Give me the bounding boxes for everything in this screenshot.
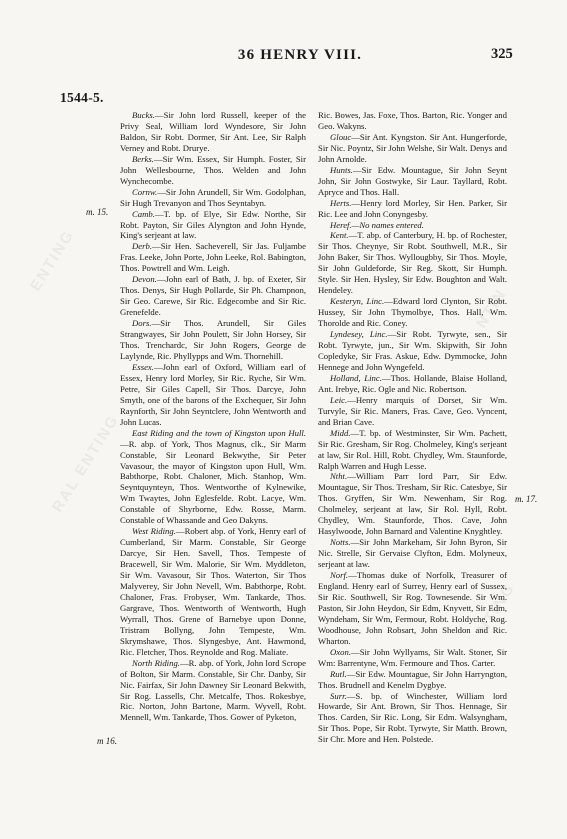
county-entry [318, 296, 507, 329]
commissioner-list: —Sir Robt. Tyrwyte, sen., Sir Robt. Tyrwyte, jun., Sir Wm. Skipwith, Sir John Copledyke, Sir Fras. Askue, Edw. Dymmocke, John Hennege and John Wyngefeld. [318, 329, 508, 372]
commissioner-list: —William Parr lord Parr, Sir Edw. Mountague, Sir Thos. Tresham, Sir Ric. Catesbye, Sir Thos. Gryffen, Sir Wm. Newenham, Sir Rog. Cholmeley, serjeant at law, Sir Rol. Hyll, Robt. Chydley, Wm. Staunforde, Thos. Cave, John Hasylwoode, John Barnard and Valentine Knyghtley. [318, 471, 507, 537]
commissioner-list: —R. abp. of York, Thos Magnus, clk., Sir Marm Constable, Sir Leonard Bekwythe, Sir Peter Vavasour, the mayor of Kingston upon Hull, Wm. Babthorpe, Robt. Chaloner, Mich. Stanhop, Wm. Seyntquynteyn, Thos. Wentworthe of Kylnewike, Wm Twaytes, John Eglesfelde. Robt. Lacye, Wm. Constable of Shyrborne, Edw. Rosse, Marm. Constable of Whassande and Geo Dakyns. [120, 438, 306, 526]
commissioner-list: —Sir John lord Russell, keeper of the Privy Seal, William lord Wyndesore, Sir John Baldon, Sir Robt. Dormer, Sir Ant. Lee, Sir Ralph Verney and Robt. Drurye. [120, 110, 306, 153]
commissioner-list: —Sir Edw. Mountague, Sir John Harryngton, Thos. Brudnell and Kenelm Dygbye. [318, 668, 507, 690]
county-heading: East Riding and the town of Kingston upon Hull. [132, 427, 306, 438]
county-entry [120, 274, 306, 318]
county-entry [318, 471, 507, 537]
county-heading: Notts. [330, 537, 351, 548]
commissioner-list: —Sir John Markeham, Sir John Byron, Sir Nic. Strelle, Sir Gervaise Clyfton, Edm. Molyneux, serjeant at law. [318, 537, 507, 570]
county-heading: West Riding. [132, 526, 176, 537]
commissioner-list: —Sir John Wyllyams, Sir Walt. Stoner, Sir Wm: Barrentyne, Wm. Fermoure and Thos. Carter. [318, 646, 507, 668]
county-entry [120, 187, 306, 209]
county-heading: Dors. [132, 318, 152, 329]
county-entry [120, 362, 306, 428]
watermark-text: RAL ENTING [48, 411, 123, 516]
commissioner-list: Ric. Bowes, Jas. Foxe, Thos. Barton, Ric. Yonger and Geo. Wakyns. [318, 110, 507, 131]
margin-note: m 16. [97, 736, 117, 746]
running-year: 1544-5. [60, 90, 104, 105]
watermark-text: NTIN [472, 285, 511, 332]
county-heading: Surr. [330, 690, 347, 701]
commissioner-list: —T. bp. of Elye, Sir Edw. Northe, Sir Robt. Payton, Sir Giles Alyngton and John Hynde, King's serjeant at law. [120, 208, 306, 241]
margin-note: m. 17. [515, 494, 538, 504]
county-heading: Berks. [132, 153, 154, 164]
commissioner-list: —No names entered. [351, 219, 424, 230]
county-entry [120, 241, 306, 274]
commissioner-list: —Edward lord Clynton, Sir Robt. Hussey, Sir John Thymolbye, Thos. Hall, Wm. Thorolde and Ric. Coney. [318, 296, 507, 329]
county-entry [318, 570, 507, 647]
county-heading: Camb. [132, 208, 155, 219]
county-entry [318, 165, 507, 198]
commissioner-list: —Sir Ant. Kyngston. Sir Ant. Hungerforde, Sir Nic. Poyntz, Sir John Welshe, Sir Walt. Denys and John Arnolde. [318, 131, 507, 164]
county-heading: Glouc [330, 131, 352, 142]
county-entry [120, 110, 306, 154]
margin-note: m. 15. [86, 207, 109, 217]
commissioner-list: —Henry marquis of Dorset, Sir Wm. Turvyle, Sir Ric. Maners, Fras. Cave, Geo. Vyncent, and Brian Cave. [318, 394, 507, 427]
commissioner-list: —John earl of Bath, J. bp. of Exeter, Sir Thos. Denys, Sir Hugh Pollarde, Sir Ph. Champnon, Sir Geo. Carewe, Sir Ric. Edgecombe and Sir Ric. Grenefelde. [120, 274, 306, 318]
commissioner-list: —Sir John Arundell, Sir Wm. Godolphan, Sir Hugh Trevanyon and Thos Seyntabyn. [120, 186, 306, 208]
county-heading: Hunts. [330, 164, 353, 175]
commissioner-list: —Sir Thos. Arundell, Sir Giles Strangwayes, Sir John Poulett, Sir John Horsey, Sir Thos. Trenchardc, Sir John Rogers, George de Laylynde, Ric. Phyllypps and Wm. Thornehill. [120, 318, 306, 361]
commissioner-list: —Henry lord Morley, Sir Hen. Parker, Sir Ric. Lee and John Conyngesby. [318, 197, 507, 219]
left-column [120, 110, 306, 723]
county-heading: Rutl. [330, 668, 347, 679]
county-entry [318, 395, 507, 428]
county-entry [318, 220, 507, 231]
county-heading: Essex. [132, 361, 154, 372]
commissioner-list: —T. bp. of Westminster, Sir Wm. Pachett, Sir Ric. Gresham, Sir Rog. Cholmeley, King's serjeant at law, Sir Rol. Hill, Robt. Chydley, Wm. Staunforde, Ralph Warren and Hugh Lesse. [318, 427, 507, 471]
commissioner-list: —John earl of Oxford, William earl of Essex, Henry lord Morley, Sir Ric. Ryche, Sir Wm. Petre, Sir Giles Capell, Sir Thos. Darcye, John Smyth, one of the barons of the Exchequer, Sir John Raynforth, Sir John Seyntclere, John Wentworth and John Lucas. [120, 361, 306, 427]
county-entry [318, 329, 507, 373]
commissioner-list: —T. abp. of Canterbury, H. bp. of Rochester, Sir Thos. Cheynye, Sir Robt. Southwell, M.R., Sir John Baker, Sir Thos. Wyllougbby, Sir Thos. Moyle, Sir John Guldeforde, Sir Reg. Skott, Sir Humph. Style. Sir Hen. Hysley, Sir Edw. Boughton and Walt. Hendeley. [318, 230, 507, 296]
county-entry [318, 132, 507, 165]
county-heading: Ntht. [330, 471, 348, 482]
county-entry [120, 209, 306, 242]
county-heading: Norf. [330, 570, 349, 581]
county-heading: North Riding. [132, 657, 180, 668]
county-entry-continued [318, 110, 507, 132]
right-column [318, 110, 507, 745]
watermark-text: NTING [474, 579, 519, 638]
county-heading: Devon. [132, 274, 157, 285]
county-heading: Leic. [330, 394, 348, 405]
commissioner-list: —Thos. Hollande, Blaise Holland, Ant. Irebye, Ric. Ogle and Nic. Robertson. [318, 372, 507, 394]
commissioner-list: —S. bp. of Winchester, William lord Howarde, Sir Ant. Brown, Sir Thos. Hennage, Sir Thos. Carden, Sir Ric. Long, Sir Edm. Walsyngham, Sir Thos. Pope, Sir Robt. Tyrwyte, Sir Matth. Brown, Sir Chr. More and Hen. Polstede. [318, 690, 507, 745]
commissioner-list: —Sir Wm. Essex, Sir Humph. Foster, Sir John Wellesbourne, Thos. Welden and John Wynchecombe. [120, 153, 306, 186]
county-heading: Heref. [330, 219, 352, 230]
county-entry [120, 526, 306, 657]
county-heading: Cornw. [132, 186, 158, 197]
commissioner-list: —Thomas duke of Norfolk, Treasurer of England. Henry earl of Surrey, Henry earl of Sussex, Sir Ric. Southwell, Sir Rog. Townesende. Sir Wm. Paston, Sir John Heydon, Sir Edm, Knyvett, Sir Edm, Wyndeham, Sir Wm, Fermour, Robt. Holdyche, Rog. Woodhouse, John Robsart, John Sheldon and Ric. Wharton. [318, 570, 507, 646]
commissioner-list: —Sir Edw. Mountague, Sir John Seynt John, Sir John Gostwyke, Sir Laur. Tayllard, Robt. Apryce and Thos. Hall. [318, 164, 507, 197]
county-heading: Derb. [132, 241, 153, 252]
county-entry [120, 428, 306, 527]
county-heading: Lyndesey, Linc. [330, 329, 388, 340]
county-entry [318, 373, 507, 395]
county-entry [120, 154, 306, 187]
county-heading: Midd. [330, 427, 351, 438]
county-entry [318, 669, 507, 691]
county-heading: Bucks. [132, 110, 155, 120]
watermark-text: ENTING [26, 226, 78, 295]
county-heading: Herts. [330, 197, 352, 208]
county-heading: Kent. [330, 230, 349, 241]
county-entry [120, 318, 306, 362]
county-heading: Kesteryn, Linc. [330, 296, 385, 307]
county-heading: Oxon. [330, 646, 351, 657]
commissioner-list: —Robert abp. of York, Henry earl of Cumberland, Sir Marm. Constable, Sir George Darcye, Sir Hen. Savell, Thos. Tempeste of Bracewell, Sir Wm. Malorie, Sir Wm. Myddleton, Sir Wm. Vavasour, Sir Thos. Waterton, Sir Thos Malyverey, Sir John Nevell, Wm. Babthorpe, Robt. Chaloner, Fras. Frobyser, Wm. Tankarde, Thos. Gargrave, Thos. Wentworth of Wentworth, Hugh Wyrrall, Thos. Grene of Barnebye upon Donne, Tristram Bollyng, John Tempeste, Wm. Skrymshawe, Thos. Slyngesbye, Ant. Hawmond, Ric. Fletcher, Thos. Reynolde and Rog. Maliate. [120, 526, 306, 657]
running-title: 36 HENRY VIII. [237, 47, 363, 63]
county-entry [318, 647, 507, 669]
county-entry [318, 428, 507, 472]
county-entry [318, 230, 507, 296]
commissioner-list: —Sir Hen. Sacheverell, Sir Jas. Fuljambe Fras. Leeke, John Porte, John Leeke, Rol. Babington, Thos. Powtrell and Wm. Leigh. [120, 241, 306, 274]
county-entry [120, 658, 306, 724]
county-entry [318, 198, 507, 220]
county-entry [318, 537, 507, 570]
county-heading: Holland, Linc. [330, 372, 382, 383]
county-entry [318, 691, 507, 746]
page-number: 325 [491, 46, 513, 62]
commissioner-list: —R. abp. of York, John lord Scrope of Bolton, Sir Marm. Constable, Sir Chr. Danby, Sir Nic. Fairfax, Sir John Dawney Sir Leonard Bekwith, Sir Rog. Lassells, Chr. Metcalfe, Thos. Rokesbye, Ric. Norton, John Bartone, Marm. Wyvell, Robt. Mennell, Wm. Tankarde, Thos. Gower of Pyketon, [120, 657, 306, 723]
